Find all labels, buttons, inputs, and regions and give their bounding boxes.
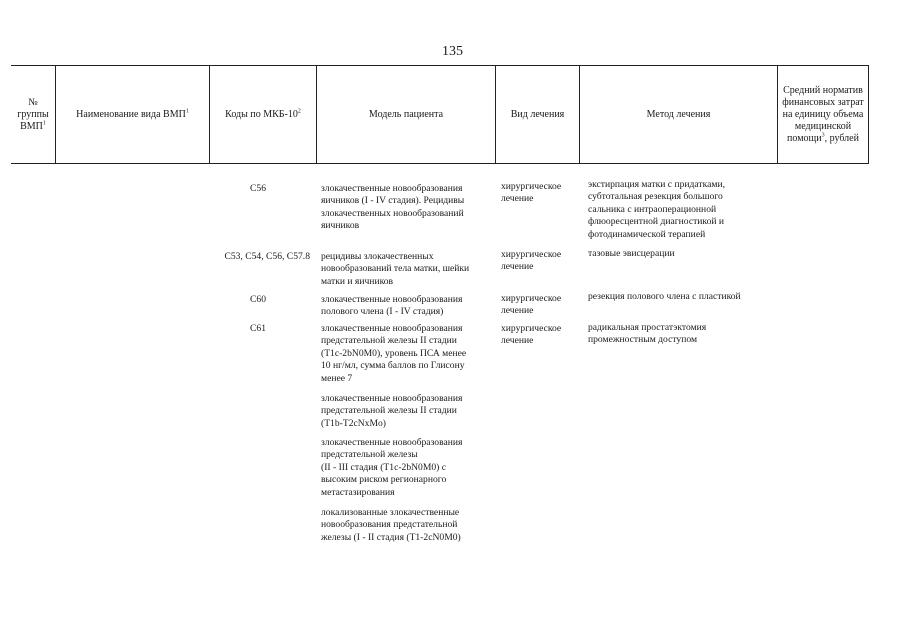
- header-patient-model: [316, 66, 495, 163]
- text-line: предстательной железы II стадии: [321, 335, 457, 347]
- text-line: флюоресцентной диагностикой и: [588, 216, 725, 228]
- text-line: тазовые эвисцерации: [588, 248, 675, 259]
- text-line: метастазирования: [321, 486, 395, 498]
- text-line: злокачественных новообразований: [321, 207, 464, 219]
- row-treatment-method: [588, 179, 778, 241]
- row-patient-model: [321, 393, 501, 430]
- text-line: менее 7: [321, 372, 353, 384]
- footnote-mark: 1: [185, 108, 189, 115]
- footnote-mark: 2: [297, 108, 301, 115]
- text-line: новообразований тела матки, шейки: [321, 263, 470, 275]
- header-vmp-name-label: Наименование вида ВМП: [76, 108, 186, 120]
- header-cost-norm: [777, 66, 869, 163]
- text-line: экстирпация матки с придатками,: [588, 179, 725, 190]
- row-treatment-method: [588, 248, 778, 260]
- text-line: лечение: [501, 305, 534, 317]
- text-line: фотодинамической терапией: [588, 228, 706, 240]
- header-icd-codes-label: Коды по МКБ-10: [225, 108, 298, 120]
- text-line: высоким риском регионарного: [321, 474, 447, 486]
- text-line: злокачественные новообразования: [321, 183, 463, 194]
- header-cost-norm-unit: , рублей: [824, 132, 859, 144]
- row-code: C61: [250, 323, 266, 334]
- header-group-number-label: № группы ВМП: [17, 96, 49, 132]
- footnote-mark: 1: [42, 120, 46, 127]
- text-line: хирургическое: [501, 249, 562, 260]
- row-treatment-method: [588, 322, 778, 347]
- header-treatment-method: [579, 66, 777, 163]
- text-line: матки и яичников: [321, 275, 394, 287]
- text-line: резекция полового члена с пластикой: [588, 291, 741, 302]
- text-line: 10 нг/мл, сумма баллов по Глисону: [321, 360, 465, 372]
- text-line: железы (I - II стадия (T1-2cN0M0): [321, 531, 461, 543]
- text-line: промежностным доступом: [588, 334, 698, 346]
- text-line: предстательной железы: [321, 449, 418, 461]
- text-line: злокачественные новообразования: [321, 393, 463, 404]
- text-line: лечение: [501, 335, 534, 347]
- header-patient-model-label: Модель пациента: [368, 108, 444, 120]
- header-icd-codes: [209, 66, 316, 163]
- row-patient-model: [321, 294, 501, 319]
- header-treatment-method-label: Метод лечения: [646, 108, 711, 120]
- header-treatment-type-label: Вид лечения: [510, 108, 565, 120]
- row-treatment-type: [501, 249, 585, 274]
- text-line: злокачественные новообразования: [321, 437, 463, 448]
- row-treatment-type: [501, 323, 585, 348]
- header-vmp-name: [55, 66, 209, 163]
- footnote-mark: 3: [821, 132, 825, 139]
- text-line: хирургическое: [501, 293, 562, 304]
- text-line: лечение: [501, 193, 534, 205]
- row-code: C56: [250, 183, 266, 194]
- row-treatment-type: [501, 293, 585, 318]
- text-line: радикальная простатэктомия: [588, 322, 707, 333]
- text-line: новообразования предстательной: [321, 519, 458, 531]
- text-line: субтотальная резекция большого: [588, 191, 723, 203]
- text-line: полового члена (I - IV стадия): [321, 306, 444, 318]
- text-line: предстательной железы II стадии: [321, 405, 457, 417]
- row-patient-model: [321, 183, 501, 233]
- text-line: лечение: [501, 261, 534, 273]
- text-line: сальника с интраоперационной: [588, 203, 717, 215]
- text-line: рецидивы злокачественных: [321, 251, 434, 262]
- row-patient-model: [321, 437, 501, 499]
- row-code: C60: [250, 294, 266, 305]
- row-code: C53, C54, C56, C57.8: [224, 251, 310, 262]
- header-group-number: [11, 66, 55, 163]
- table-header: [11, 65, 869, 164]
- page-number: 135: [442, 44, 463, 59]
- row-treatment-method: [588, 291, 788, 303]
- text-line: яичников (I - IV стадия). Рецидивы: [321, 195, 465, 207]
- text-line: злокачественные новообразования: [321, 323, 463, 334]
- header-cost-norm-label: Средний норматив финансовых затрат на единицу объема медицинской помощи: [782, 84, 864, 144]
- text-line: (T1c-2bN0M0), уровень ПСА менее: [321, 347, 467, 359]
- text-line: хирургическое: [501, 323, 562, 334]
- row-treatment-type: [501, 181, 585, 206]
- text-line: (II - III стадия (T1c-2bN0M0) с: [321, 461, 447, 473]
- header-treatment-type: [495, 66, 579, 163]
- text-line: хирургическое: [501, 181, 562, 192]
- text-line: яичников: [321, 220, 360, 232]
- row-patient-model: [321, 323, 501, 385]
- text-line: (T1b-T2cNxMo): [321, 417, 387, 429]
- row-patient-model: [321, 507, 501, 544]
- text-line: локализованные злокачественные: [321, 507, 460, 518]
- row-patient-model: [321, 251, 501, 288]
- text-line: злокачественные новообразования: [321, 294, 463, 305]
